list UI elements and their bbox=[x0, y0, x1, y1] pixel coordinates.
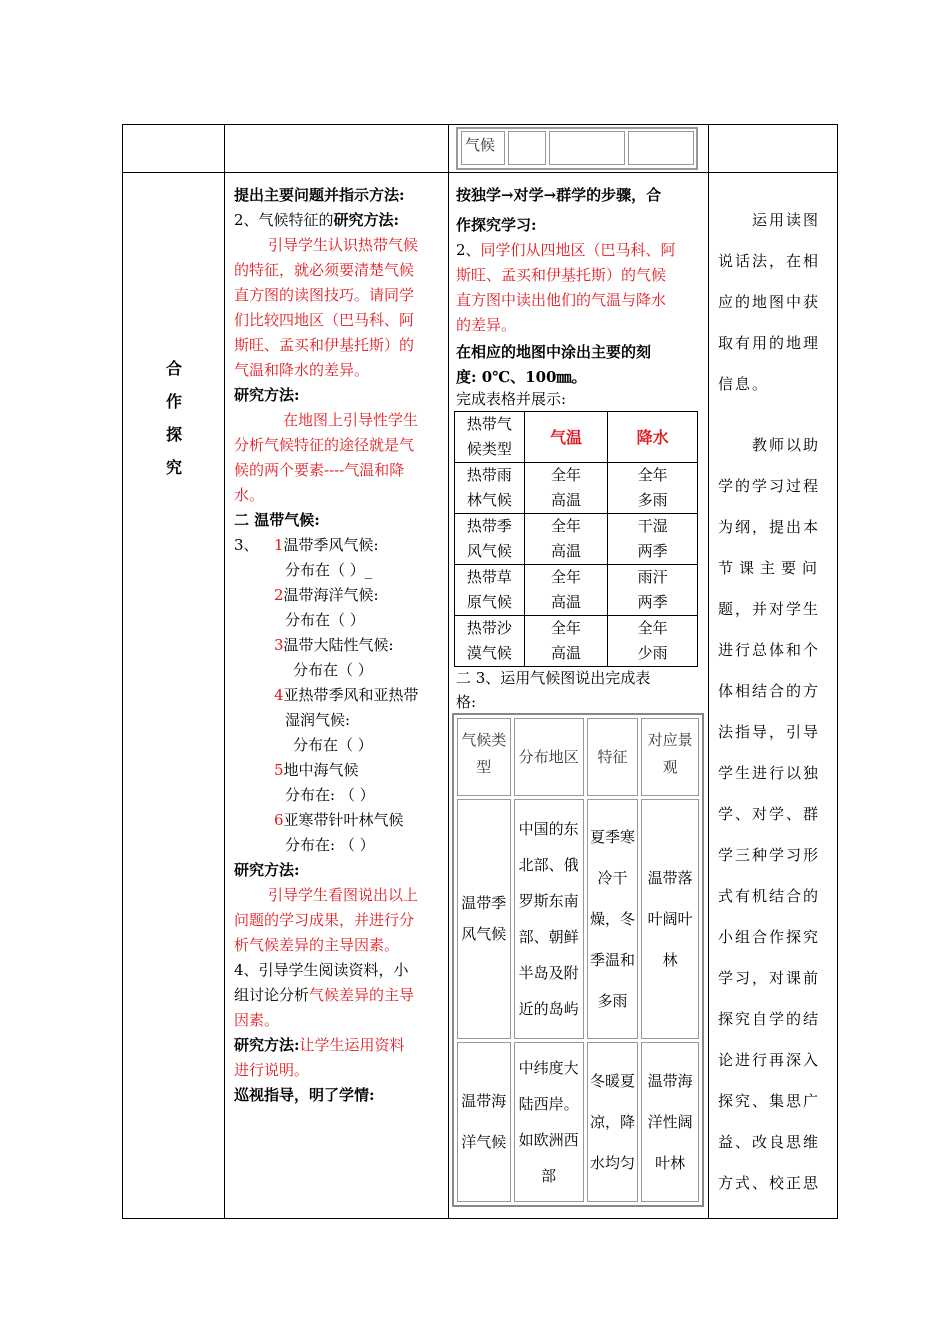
cell-line: 风气候 bbox=[466, 542, 512, 560]
cell-line: 温带海 bbox=[647, 1071, 693, 1090]
climate-name: 温带海洋气候: bbox=[283, 586, 379, 604]
table-cell bbox=[587, 799, 639, 1039]
col2-red1-line: 直方图的读图技巧。请同学 bbox=[234, 286, 415, 304]
cell-line: 近的岛屿 bbox=[518, 1000, 579, 1018]
col2-red2-line: 在地图上引导性学生 bbox=[283, 411, 419, 429]
cell-line: 高温 bbox=[551, 542, 582, 560]
cell-line: 全年 bbox=[637, 619, 668, 637]
col3-complete: 完成表格并展示: bbox=[456, 390, 567, 408]
climate-name: 亚寒带针叶林气候 bbox=[283, 811, 404, 829]
col2-patrol: 巡视指导，明了学情: bbox=[234, 1086, 375, 1104]
table-header-cell: 分布地区 bbox=[514, 718, 584, 796]
cell-line: 干湿 bbox=[637, 517, 668, 535]
section-label-char: 作 bbox=[166, 392, 183, 411]
table-cell bbox=[587, 1042, 639, 1202]
col2-item2-bold: 研究方法: bbox=[333, 211, 400, 229]
cell-line: 季温和 bbox=[589, 950, 635, 969]
cell-line: 热带草 bbox=[466, 568, 512, 586]
climate-num: 2 bbox=[274, 586, 284, 604]
col4-notes bbox=[718, 200, 832, 1204]
col2-red1-line: 斯旺、孟买和伊基托斯）的 bbox=[234, 336, 415, 354]
col4-line: 体相结合的方 bbox=[718, 682, 821, 700]
table-border-top bbox=[122, 124, 838, 125]
col4-line: 探究、集思广 bbox=[718, 1092, 821, 1110]
table-row bbox=[457, 1042, 699, 1202]
col4-line: 式有机结合的 bbox=[718, 887, 821, 905]
table-cell bbox=[608, 565, 698, 616]
climate-item bbox=[274, 583, 379, 608]
top-inner-cell bbox=[508, 131, 546, 165]
section-label-char: 究 bbox=[166, 458, 183, 477]
col2-red1-line: 们比较四地区（巴马科、阿 bbox=[234, 311, 415, 329]
table-cell bbox=[641, 1042, 699, 1202]
climate-dist: 分布在（ ） bbox=[285, 611, 365, 629]
col3-item23-cont: 格: bbox=[456, 693, 477, 711]
cell-line: 热带沙 bbox=[466, 619, 512, 637]
col4-line: 益、改良思维 bbox=[718, 1133, 821, 1151]
table-cell bbox=[457, 799, 511, 1039]
col2-item4: 4、引导学生阅读资料，小 bbox=[234, 961, 409, 979]
col2-item2-text: 2、气候特征的 bbox=[234, 211, 334, 229]
cell-line: 半岛及附 bbox=[518, 964, 579, 982]
climate-num: 6 bbox=[274, 811, 284, 829]
cell-line: 全年 bbox=[551, 466, 582, 484]
table-cell bbox=[608, 514, 698, 565]
col2-heading: 提出主要问题并指示方法: bbox=[234, 186, 405, 204]
cell-line: 叶林 bbox=[655, 1153, 686, 1172]
col4-line: 小组合作探究 bbox=[718, 928, 821, 946]
cell-line: 全年 bbox=[551, 568, 582, 586]
cell-line: 高温 bbox=[551, 491, 582, 509]
col4-line: 教师以助 bbox=[752, 436, 821, 454]
table-header-cell bbox=[455, 412, 525, 463]
table-cell bbox=[514, 1042, 584, 1202]
cell-line: 中国的东 bbox=[518, 820, 579, 838]
col4-line: 学习，对课前 bbox=[718, 969, 821, 987]
cell-line: 热带雨 bbox=[466, 466, 512, 484]
col2-red2-line: 候的两个要素----气温和降 bbox=[234, 461, 405, 479]
climate-item bbox=[274, 758, 359, 783]
cell-line: 如欧洲西 bbox=[518, 1131, 579, 1149]
cell-line: 型 bbox=[476, 758, 492, 776]
col2-red1-line: 的特征，就必须要清楚气候 bbox=[234, 261, 415, 279]
table-cell bbox=[641, 799, 699, 1039]
col2-red2-line: 分析气候特征的途径就是气 bbox=[234, 436, 415, 454]
cell-line: 两季 bbox=[637, 593, 668, 611]
col4-line: 信息。 bbox=[718, 375, 770, 393]
cell-line: 温带落 bbox=[647, 868, 693, 887]
cell-line: 中纬度大 bbox=[518, 1059, 579, 1077]
cell-line: 全年 bbox=[551, 619, 582, 637]
col3-red-line: 的差异。 bbox=[456, 316, 517, 334]
temperate-climate-table bbox=[452, 713, 704, 1207]
col2-section2: 二 温带气候: bbox=[234, 511, 320, 529]
col4-line: 学生进行以独 bbox=[718, 764, 821, 782]
cell-line: 冷干 bbox=[597, 868, 628, 887]
col4-line: 运用读图 bbox=[752, 211, 821, 229]
table-header-cell: 降水 bbox=[608, 412, 698, 463]
climate-dist: 分布在（ ）_ bbox=[285, 561, 373, 579]
col4-line: 探究自学的结 bbox=[718, 1010, 821, 1028]
cell-line: 风气候 bbox=[461, 925, 507, 943]
cell-line: 洋性阔 bbox=[647, 1112, 693, 1131]
col2-item4-red: 气候差异的主导 bbox=[309, 986, 415, 1004]
cell-line: 多雨 bbox=[597, 991, 628, 1010]
table-row bbox=[455, 565, 698, 616]
climate-name-cont: 湿润气候: bbox=[285, 711, 351, 729]
table-row bbox=[455, 616, 698, 667]
cell-line: 气候类 bbox=[461, 731, 507, 749]
col2-item2 bbox=[234, 208, 399, 233]
col4-line: 题，并对学生 bbox=[718, 600, 821, 618]
cell-line: 雨汗 bbox=[637, 568, 668, 586]
cell-line: 高温 bbox=[551, 644, 582, 662]
top-inner-label: 气候 bbox=[465, 136, 496, 154]
col2-item4-line2 bbox=[234, 983, 414, 1008]
table-row bbox=[455, 463, 698, 514]
cell-line: 多雨 bbox=[637, 491, 668, 509]
col3-red-line: 同学们从四地区（巴马科、阿 bbox=[480, 241, 676, 259]
top-inner-cell bbox=[628, 131, 694, 165]
col2-method2: 研究方法: bbox=[234, 861, 300, 879]
table-cell bbox=[455, 565, 525, 616]
climate-item bbox=[274, 683, 419, 708]
cell-line: 部 bbox=[541, 1167, 557, 1185]
col3-item2 bbox=[456, 238, 676, 263]
col3-bold-line: 度: 0℃、100㎜。 bbox=[456, 368, 587, 386]
table-header-row bbox=[455, 412, 698, 463]
col2-method1: 研究方法: bbox=[234, 386, 300, 404]
table-cell bbox=[514, 799, 584, 1039]
col2-red1-line: 引导学生认识热带气候 bbox=[268, 236, 419, 254]
table-row-divider bbox=[122, 172, 838, 173]
col2-red3-line: 析气候差异的主导因素。 bbox=[234, 936, 400, 954]
table-cell bbox=[608, 463, 698, 514]
cell-line: 罗斯东南 bbox=[518, 892, 579, 910]
climate-dist: 分布在: （ ） bbox=[285, 786, 375, 804]
cell-line: 热带季 bbox=[466, 517, 512, 535]
cell-line: 林 bbox=[662, 950, 678, 969]
col4-line: 法指导，引导 bbox=[718, 723, 821, 741]
climate-num: 5 bbox=[274, 761, 284, 779]
table-col-divider-2 bbox=[448, 124, 449, 1219]
table-cell bbox=[608, 616, 698, 667]
col4-line: 学的学习过程 bbox=[718, 477, 821, 495]
climate-num: 1 bbox=[274, 536, 284, 554]
col3-bold-line: 在相应的地图中涂出主要的刻 bbox=[456, 343, 652, 361]
col4-line: 论进行再深入 bbox=[718, 1051, 821, 1069]
climate-dist: 分布在（ ） bbox=[293, 736, 373, 754]
col2-item4-text: 组讨论分析 bbox=[234, 986, 310, 1004]
cell-line: 水均匀 bbox=[589, 1153, 635, 1172]
col2-method3-red: 让学生运用资料 bbox=[299, 1036, 405, 1054]
table-border-bottom bbox=[122, 1218, 838, 1219]
col2-red3-line: 问题的学习成果，并进行分 bbox=[234, 911, 415, 929]
col3-red-line: 直方图中读出他们的气温与降水 bbox=[456, 291, 667, 309]
col2-method3-label: 研究方法: bbox=[234, 1036, 300, 1054]
table-cell bbox=[455, 514, 525, 565]
top-inner-cell bbox=[461, 131, 505, 165]
cell-line: 部、朝鲜 bbox=[518, 928, 579, 946]
table-header-cell: 特征 bbox=[587, 718, 639, 796]
table-header-cell bbox=[641, 718, 699, 796]
col4-line: 方式、校正思 bbox=[718, 1174, 821, 1192]
cell-line: 全年 bbox=[551, 517, 582, 535]
table-cell bbox=[524, 514, 608, 565]
table-cell bbox=[457, 1042, 511, 1202]
col3-heading-cont: 作探究学习: bbox=[456, 216, 537, 234]
cell-line: 热带气 bbox=[466, 415, 512, 433]
climate-name: 地中海气候 bbox=[283, 761, 359, 779]
col4-line: 应的地图中获 bbox=[718, 293, 821, 311]
col2-method3 bbox=[234, 1033, 405, 1058]
cell-line: 温带海 bbox=[461, 1092, 507, 1110]
col4-line: 为纲，提出本 bbox=[718, 518, 821, 536]
cell-line: 凉，降 bbox=[589, 1112, 635, 1131]
col4-line: 说话法，在相 bbox=[718, 252, 821, 270]
climate-item bbox=[274, 633, 394, 658]
cell-line: 漠气候 bbox=[466, 644, 512, 662]
table-border-left bbox=[122, 124, 123, 1219]
climate-dist: 分布在（ ） bbox=[293, 661, 373, 679]
cell-line: 原气候 bbox=[466, 593, 512, 611]
table-col-divider-1 bbox=[224, 124, 225, 1219]
climate-num: 4 bbox=[274, 686, 284, 704]
climate-name: 温带季风气候: bbox=[283, 536, 379, 554]
col2-red3-line: 引导学生看图说出以上 bbox=[268, 886, 419, 904]
col3-red-line: 斯旺、孟买和伊基托斯）的气候 bbox=[456, 266, 667, 284]
cell-line: 冬暖夏 bbox=[589, 1071, 635, 1090]
table-header-row bbox=[457, 718, 699, 796]
col4-line: 学三种学习形 bbox=[718, 846, 821, 864]
cell-line: 对应景 bbox=[647, 731, 693, 749]
col4-line: 进行总体和个 bbox=[718, 641, 821, 659]
cell-line: 候类型 bbox=[466, 440, 512, 458]
climate-num: 3 bbox=[274, 636, 284, 654]
col4-line bbox=[718, 405, 832, 425]
col2-method3-line2: 进行说明。 bbox=[234, 1061, 310, 1079]
section-label-char: 合 bbox=[166, 359, 183, 378]
cell-line: 洋气候 bbox=[461, 1133, 507, 1151]
climate-name: 温带大陆性气候: bbox=[283, 636, 394, 654]
col2-red1-line: 气温和降水的差异。 bbox=[234, 361, 370, 379]
table-cell bbox=[455, 463, 525, 514]
top-inner-cell bbox=[549, 131, 625, 165]
table-cell bbox=[524, 463, 608, 514]
cell-line: 少雨 bbox=[637, 644, 668, 662]
cell-line: 全年 bbox=[637, 466, 668, 484]
climate-name: 亚热带季风和亚热带 bbox=[283, 686, 419, 704]
table-row bbox=[457, 799, 699, 1039]
table-header-cell: 气温 bbox=[524, 412, 608, 463]
cell-line: 北部、俄 bbox=[518, 856, 579, 874]
cell-line: 陆西岸。 bbox=[518, 1095, 579, 1113]
col4-line: 学、对学、群 bbox=[718, 805, 821, 823]
cell-line: 温带季 bbox=[461, 894, 507, 912]
tropical-climate-table bbox=[454, 411, 698, 667]
cell-line: 两季 bbox=[637, 542, 668, 560]
col2-item3: 3、 bbox=[234, 536, 259, 554]
table-cell bbox=[524, 565, 608, 616]
cell-line: 燥，冬 bbox=[589, 909, 635, 928]
climate-dist: 分布在: （ ） bbox=[285, 836, 375, 854]
cell-line: 观 bbox=[662, 758, 678, 776]
col4-line: 取有用的地理 bbox=[718, 334, 821, 352]
table-row bbox=[455, 514, 698, 565]
climate-item bbox=[274, 533, 379, 558]
col2-red2-line: 水。 bbox=[234, 486, 265, 504]
table-border-right bbox=[837, 124, 838, 1219]
table-cell bbox=[524, 616, 608, 667]
cell-line: 高温 bbox=[551, 593, 582, 611]
col4-line: 节课主要问 bbox=[718, 559, 824, 577]
col3-heading: 按独学→对学→群学的步骤，合 bbox=[456, 186, 662, 204]
section-label-char: 探 bbox=[166, 425, 183, 444]
table-cell bbox=[455, 616, 525, 667]
cell-line: 林气候 bbox=[466, 491, 512, 509]
climate-item bbox=[274, 808, 404, 833]
cell-line: 夏季寒 bbox=[589, 827, 635, 846]
col2-item4-line3: 因素。 bbox=[234, 1011, 280, 1029]
table-col-divider-3 bbox=[708, 124, 709, 1219]
cell-line: 叶阔叶 bbox=[647, 909, 693, 928]
table-header-cell bbox=[457, 718, 511, 796]
col3-item23: 二 3、运用气候图说出完成表 bbox=[456, 669, 651, 687]
top-inner-table bbox=[456, 127, 698, 170]
col3-item2-num: 2、 bbox=[456, 241, 481, 259]
